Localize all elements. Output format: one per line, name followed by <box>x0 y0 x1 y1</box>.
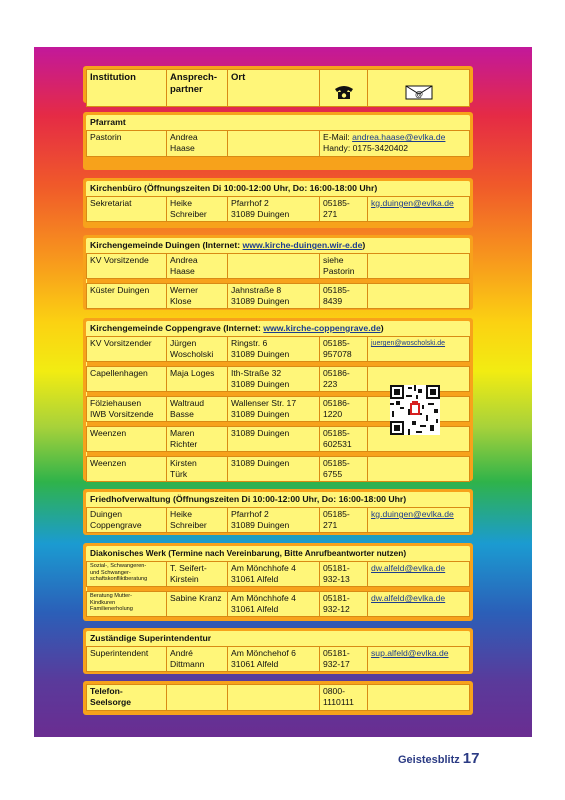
row-tel: 05181- 932-12 <box>320 592 368 617</box>
superintendentur-panel <box>83 628 473 674</box>
footer-title: Geistesblitz <box>398 754 460 766</box>
row-person: Andrea Haase <box>167 254 228 279</box>
coppengrave-title: Kirchengemeinde Coppengrave (Internet: www.kirche-coppengrave.de) <box>90 323 384 333</box>
fh-addr: Pfarrhof 2 31089 Duingen <box>228 508 320 533</box>
pfarramt-phone: Handy: 0175-3420402 <box>323 143 409 153</box>
kb-addr: Pfarrhof 2 31089 Duingen <box>228 197 320 222</box>
kb-role: Sekretariat <box>87 197 167 222</box>
seelsorge-person <box>167 685 228 711</box>
header-institution: Institution <box>87 70 167 107</box>
duingen-panel <box>83 235 473 310</box>
table-row <box>87 254 470 279</box>
phone-icon <box>320 70 368 107</box>
row-person: Kirsten Türk <box>167 457 228 482</box>
row-role: Fölziehausen IWB Vorsitzende <box>87 397 167 422</box>
row-role: Beratung Mutter- Kindkuren Familienerholung <box>87 592 167 617</box>
table-row <box>87 562 470 587</box>
fh-role: Duingen Coppengrave <box>87 508 167 533</box>
row-tel: 05186- 223 <box>320 367 368 392</box>
row-tel: 05186- 1220 <box>320 397 368 422</box>
row-addr <box>228 254 320 279</box>
pfarramt-contact <box>320 131 470 157</box>
coppengrave-url-link[interactable]: www.kirche-coppengrave.de <box>263 323 381 333</box>
table-row <box>87 592 470 617</box>
row-person: Waltraud Basse <box>167 397 228 422</box>
pfarramt-title: Pfarramt <box>90 117 126 127</box>
kirchenbuero-title: Kirchenbüro (Öffnungszeiten Di 10:00-12:00 Uhr, Do: 16:00-18:00 Uhr) <box>90 183 378 193</box>
header-place: Ort <box>228 70 320 107</box>
row-role: Weenzen <box>87 457 167 482</box>
seelsorge-email <box>368 685 470 711</box>
row-person: T. Seifert- Kirstein <box>167 562 228 587</box>
sup-role: Superintendent <box>87 647 167 672</box>
pfarramt-role: Pastorin <box>87 131 167 157</box>
row-addr: Ith-Straße 32 31089 Duingen <box>228 367 320 392</box>
row-email <box>368 284 470 309</box>
row-addr: Ringstr. 6 31089 Duingen <box>228 337 320 362</box>
row-addr: Wallenser Str. 17 31089 Duingen <box>228 397 320 422</box>
header-panel <box>83 66 473 103</box>
email-icon <box>368 70 470 107</box>
fh-email-link[interactable]: kg.duingen@evlka.de <box>368 508 470 533</box>
svg-text:@: @ <box>414 89 423 99</box>
pfarramt-email-link[interactable]: andrea.haase@evlka.de <box>352 132 446 142</box>
row-role: Capellenhagen <box>87 367 167 392</box>
row-role: Sozial-, Schwangeren- und Schwanger- schaftskonfliktberatung <box>87 562 167 587</box>
seelsorge-tel: 0800- 1110111 <box>320 685 368 711</box>
kb-tel: 05185- 271 <box>320 197 368 222</box>
row-addr: Jahnstraße 8 31089 Duingen <box>228 284 320 309</box>
row-tel: 05185- 602531 <box>320 427 368 452</box>
row-tel: 05185- 957078 <box>320 337 368 362</box>
row-addr: Am Mönchhofe 4 31061 Alfeld <box>228 562 320 587</box>
sup-person: André Dittmann <box>167 647 228 672</box>
row-role: Weenzen <box>87 427 167 452</box>
kb-person: Heike Schreiber <box>167 197 228 222</box>
row-addr: 31089 Duingen <box>228 457 320 482</box>
header-contact: Ansprech- partner <box>167 70 228 107</box>
row-tel: 05181- 932-13 <box>320 562 368 587</box>
row-addr: Am Mönchhofe 4 31061 Alfeld <box>228 592 320 617</box>
row-email-link[interactable]: dw.alfeld@evlka.de <box>368 592 470 617</box>
row-email-link[interactable]: dw.alfeld@evlka.de <box>368 562 470 587</box>
row-person: Maja Loges <box>167 367 228 392</box>
pfarramt-addr <box>228 131 320 157</box>
row-tel: siehe Pastorin <box>320 254 368 279</box>
friedhof-title: Friedhofverwaltung (Öffnungszeiten Di 10:00-12:00 Uhr, Do: 16:00-18:00 Uhr) <box>90 494 407 504</box>
email-label: E-Mail: <box>323 132 353 142</box>
row-person: Sabine Kranz <box>167 592 228 617</box>
row-tel: 05185- 8439 <box>320 284 368 309</box>
row-email <box>368 254 470 279</box>
row-role: KV Vorsitzende <box>87 254 167 279</box>
friedhof-panel <box>83 489 473 535</box>
row-email-link[interactable]: juergen@woscholski.de <box>368 337 470 362</box>
seelsorge-panel <box>83 681 473 715</box>
diakonie-panel <box>83 543 473 621</box>
qr-code[interactable] <box>390 385 440 435</box>
table-row <box>87 457 470 482</box>
row-addr: 31089 Duingen <box>228 427 320 452</box>
duingen-url-link[interactable]: www.kirche-duingen.wir-e.de <box>242 240 363 250</box>
pfarramt-person: Andrea Haase <box>167 131 228 157</box>
row-person: Werner Klose <box>167 284 228 309</box>
row-tel: 05185- 6755 <box>320 457 368 482</box>
duingen-title: Kirchengemeinde Duingen (Internet: www.kirche-duingen.wir-e.de) <box>90 240 366 250</box>
sup-email-link[interactable]: sup.alfeld@evlka.de <box>368 647 470 672</box>
diakonie-title: Diakonisches Werk (Termine nach Vereinbarung, Bitte Anrufbeantworter nutzen) <box>90 548 407 558</box>
page-number: 17 <box>462 750 480 767</box>
row-person: Maren Richter <box>167 427 228 452</box>
table-row <box>87 337 470 362</box>
sup-tel: 05181- 932-17 <box>320 647 368 672</box>
kirchenbuero-panel <box>83 178 473 228</box>
superintendentur-title: Zuständige Superintendentur <box>90 633 212 643</box>
sup-addr: Am Mönchehof 6 31061 Alfeld <box>228 647 320 672</box>
seelsorge-addr <box>228 685 320 711</box>
kb-email[interactable]: kg.duingen@evlka.de <box>368 197 470 222</box>
table-row <box>87 284 470 309</box>
pfarramt-panel <box>83 112 473 170</box>
fh-person: Heike Schreiber <box>167 508 228 533</box>
row-email <box>368 457 470 482</box>
row-role: KV Vorsitzender <box>87 337 167 362</box>
row-person: Jürgen Woscholski <box>167 337 228 362</box>
seelsorge-role: Telefon- Seelsorge <box>87 685 167 711</box>
page-footer <box>398 750 479 768</box>
row-role: Küster Duingen <box>87 284 167 309</box>
fh-tel: 05185- 271 <box>320 508 368 533</box>
